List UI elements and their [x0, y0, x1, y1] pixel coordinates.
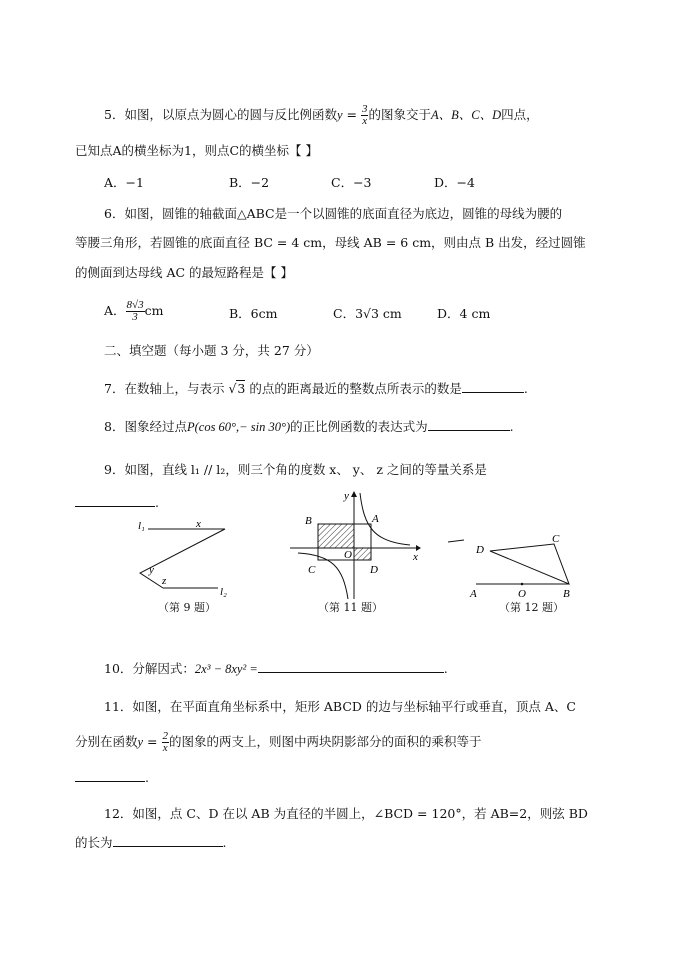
label-l2: l₂	[220, 586, 227, 598]
q8-answer-blank[interactable]	[428, 418, 510, 431]
label-z: z	[162, 575, 167, 587]
q12-answer-blank[interactable]	[113, 834, 223, 847]
svg-text:B: B	[305, 515, 312, 527]
svg-text:C: C	[552, 533, 560, 545]
svg-text:x: x	[413, 551, 418, 563]
q9-answer-blank[interactable]	[75, 494, 155, 507]
svg-text:y: y	[344, 490, 349, 502]
q6-option-a-fraction: $\frac{8√3}{3}$	[126, 299, 144, 323]
q5-option-d: D．−4	[434, 175, 475, 190]
q7-line: 7．在数轴上，与表示 √3 的点的距离最近的整数点所表示的数是 .	[104, 381, 528, 396]
q6-option-d: D．4 cm	[437, 306, 491, 321]
q5-fraction: $\frac{3}{x}$	[361, 103, 368, 127]
shaded-right	[354, 548, 371, 560]
figure-11	[288, 487, 428, 602]
q11-line1: 11．如图，在平面直角坐标系中，矩形 ABCD 的边与坐标轴平行或垂直，顶点 A、C	[104, 699, 576, 714]
q5-option-b: B．−2	[229, 175, 270, 190]
q8-line: 8．图象经过点P(cos 60°,− sin 30°)的正比例函数的表达式为 .	[104, 419, 514, 434]
q6-line2: 等腰三角形，若圆锥的底面直径 BC = 4 cm，母线 AB = 6 cm，则由点 B 出发，经过圆锥	[75, 235, 586, 250]
q5-option-c: C．−3	[331, 175, 372, 190]
q5-line2: 已知点A的横坐标为1，则点C的横坐标【 】	[75, 143, 319, 158]
q11-line3: .	[75, 769, 149, 787]
q6-option-c: C．3√3 cm	[333, 306, 402, 321]
svg-text:C: C	[308, 564, 316, 576]
figure-9-caption: （第 9 题）	[158, 601, 216, 614]
q7-answer-blank[interactable]	[462, 380, 524, 393]
svg-text:A: A	[372, 513, 379, 525]
q10-line: 10．分解因式：2x³ − 8xy² = .	[104, 661, 448, 676]
label-y: y	[149, 564, 154, 576]
figure-12	[446, 530, 576, 600]
q6-line3: 的侧面到达母线 AC 的最短路程是【 】	[75, 265, 294, 280]
label-x: x	[196, 518, 201, 530]
q11-fraction: $\frac{2}{x}$	[162, 730, 168, 754]
shaded-left	[318, 524, 354, 548]
svg-text:D: D	[476, 544, 484, 556]
q12-line1: 12．如图，点 C、D 在以 AB 为直径的半圆上，∠BCD = 120°，若 AB=2，则弦 BD	[104, 806, 588, 821]
svg-text:B: B	[563, 588, 570, 600]
quadrilateral	[490, 544, 569, 584]
zigzag-line	[140, 529, 225, 588]
q11-answer-blank[interactable]	[75, 769, 145, 782]
figure-11-caption: （第 11 题）	[318, 601, 383, 614]
figure-12-caption: （第 12 题）	[499, 601, 564, 614]
hyperbola-branch-1	[360, 493, 410, 545]
section-title: 二、填空题（每小题 3 分，共 27 分）	[104, 343, 319, 358]
svg-text:D: D	[370, 564, 378, 576]
q12-line2: 的长为 .	[75, 835, 227, 850]
q11-line2: 分别在函数y = $\frac{2}{x}$ 的图象的两支上，则图中两块阴影部分的面积的乘积等于	[75, 730, 482, 754]
q9-line2: .	[75, 494, 159, 512]
q5-option-a: A．−1	[104, 175, 144, 190]
svg-text:O: O	[344, 549, 352, 561]
q10-answer-blank[interactable]	[258, 660, 444, 673]
svg-text:O: O	[518, 588, 526, 600]
q6-option-b: B．6cm	[229, 306, 278, 321]
label-l1: l₁	[138, 520, 145, 532]
svg-text:A: A	[470, 588, 477, 600]
q5-line1: 5．如图，以原点为圆心的圆与反比例函数y = $\frac{3}{x}$ 的图象交于A、B、C、D四点，	[104, 103, 539, 127]
q6-option-a: A． $\frac{8√3}{3}$ cm	[104, 299, 164, 323]
q6-line1: 6．如图，圆锥的轴截面△ABC是一个以圆锥的底面直径为底边，圆锥的母线为腰的	[104, 206, 563, 221]
q9-line1: 9．如图，直线 l₁ // l₂，则三个角的度数 x、 y、 z 之间的等量关系是	[104, 462, 487, 477]
